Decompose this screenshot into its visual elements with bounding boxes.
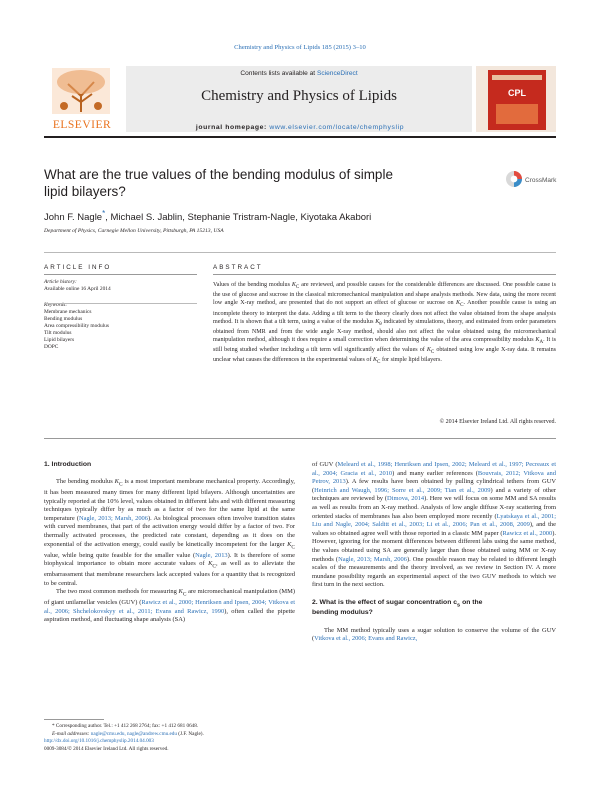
contents-prefix: Contents lists available at	[240, 70, 316, 77]
copyright: © 2014 Elsevier Ireland Ltd. All rights reserved.	[439, 419, 556, 425]
author-name: John F. Nagle	[44, 212, 103, 224]
publisher-name: ELSEVIER	[52, 119, 112, 131]
section-heading: 2. What is the effect of sugar concentration $c_s$ on the bending modulus?	[312, 598, 483, 617]
doi-link[interactable]: http://dx.doi.org/10.1016/j.chemphyslip.2014.04.003	[44, 738, 154, 745]
citation-link[interactable]: Meleard et al., 1998; Henriksen and Ipsen, 2002; Meleard et al., 1997; Pecreaux et al., 2004; Gracia et al., 2010	[312, 461, 556, 477]
paragraph: The MM method typically uses a sugar solution to conserve the volume of the GUV (Vitkova et al., 2006; Evans and Rawicz,	[312, 626, 556, 643]
citation-link[interactable]: Dimova, 2014	[387, 495, 425, 503]
citation-link[interactable]: Lyatskaya et al., 2001; Liu and Nagle, 2004; Salditt et al., 2003; Li et al., 2006; Pan et al., 2008, 2009	[312, 512, 556, 529]
corresponding-author-note: * Corresponding author. Tel.: +1 412 268 2764; fax: +1 412 681 0648.	[52, 723, 199, 729]
homepage-link[interactable]: www.elsevier.com/locate/chemphyslip	[269, 124, 405, 131]
header-divider	[44, 136, 556, 138]
issn-line: 0009-3084/© 2014 Elsevier Ireland Ltd. All rights reserved.	[44, 745, 169, 752]
divider	[44, 274, 197, 275]
journal-reference[interactable]: Chemistry and Physics of Lipids 185 (2015) 3–10	[234, 44, 366, 51]
divider	[44, 438, 556, 439]
title-line: What are the true values of the bending modulus of simple	[44, 167, 393, 182]
contents-line	[126, 70, 472, 77]
citation-link[interactable]: Rawicz et al., 2000; Henriksen and Ipsen, 2004; Vitkova et al., 2006; Shchelokovskyy et al., 2011; Evans and Rawicz, 1990	[44, 599, 296, 615]
corresponding-author-mark[interactable]: *	[102, 209, 106, 218]
abstract-text: Values of the bending modulus $K_C$ are reviewed, and possible causes for the considerable differences are discussed. One possible cause is the use of glucose and sucrose in the classical micromechanical manipulation and shape analysis methods. New data, using the more recent low angle X-ray method, are presented that do not support an effect of glucose or sucrose on $K_C$. Another possible cause is using an incomplete theory to interpret the data. Adding a tilt term to the theory clearly does not affect the value obtained from the shape analysis method. It is shown that a tilt term, using a value of the modulus $K_\theta$ indicated by simulations, theory, and estimated from order parameters obtained from NMR and from the wide angle X-ray method, should also not affect the value obtained using the micromechanical manipulation method, although it does require a small correction when determining the value of the area compressibility modulus $K_A$. It is still being studied whether including a tilt term will significantly affect the values of $K_C$ obtained using low angle X-ray data. It remains unclear what causes the differences in the experimental values of $K_C$ for simple lipid bilayers.	[213, 282, 557, 366]
article-info-heading: ARTICLE INFO	[44, 264, 112, 271]
footnote-divider	[44, 719, 104, 720]
author-list	[44, 209, 371, 223]
body-column-right	[312, 461, 556, 644]
article-title	[44, 166, 464, 200]
paragraph: of GUV (Meleard et al., 1998; Henriksen and Ipsen, 2002; Meleard et al., 1997; Pecreaux et al., 2004; Gracia et al., 2010) and many earlier references (Bouvrais, 2012; Vitkova and Petrov, 2013). A few results have been obtained by pulling cylindrical tethers from GUV (Heinrich and Waugh, 1996; Sorre et al., 2009; Tian et al., 2009) and a variety of other techniques are reviewed by (Dimova, 2014). Here we will focus on some MM and SA results as well as results from an X-ray method. Analysis of low angle diffuse X-ray scattering from oriented stacks of membranes has also been employed more recently (Lyatskaya et al., 2001; Liu and Nagle, 2004; Salditt et al., 2003; Li et al., 2006; Pan et al., 2008, 2009), and the values so obtained agree well with those reported in a classic MM paper (Rawicz et al., 2000). However, ignoring for the moment differences between different labs using the same method, the values obtained using SA are generally larger than those obtained using MM or X-ray methods (Nagle, 2013; Marsh, 2006). One possible reason may be related to different length scales of the measurements and the theory involved, as we review in Section IV. A more mundane possibility regards an experimental aspect of the two GUV methods to which we first turn in the next section.	[312, 461, 556, 589]
footnotes	[44, 723, 304, 753]
keyword: Bending modulus	[44, 316, 83, 322]
history-label: Article history:	[44, 279, 77, 285]
article-info	[44, 279, 194, 351]
sciencedirect-link[interactable]: ScienceDirect	[316, 70, 358, 77]
keyword: Tilt modulus	[44, 330, 72, 336]
journal-homepage	[126, 124, 474, 131]
citation-link[interactable]: Vitkova et al., 2006; Evans and Rawicz,	[314, 635, 418, 643]
keyword: Area compressibility modulus	[44, 323, 109, 329]
journal-banner	[126, 66, 472, 132]
divider	[44, 252, 556, 253]
citation-link[interactable]: Rawicz et al., 2000	[502, 529, 553, 537]
history-date: Available online 16 April 2014	[44, 286, 111, 292]
keyword: Membrane mechanics	[44, 309, 92, 315]
keyword: Lipid bilayers	[44, 337, 75, 343]
other-authors: , Michael S. Jablin, Stephanie Tristram-Nagle, Kiyotaka Akabori	[105, 212, 372, 224]
abstract-heading: ABSTRACT	[213, 264, 263, 271]
paragraph: The bending modulus $K_C$ is a most important membrane mechanical property. Accordingly, it has been measured many times for many different lipid bilayers. Although uncertainties are typically reported at the 10% level, values obtained in different labs and with different measuring techniques typically differ by as much as a factor of two for the same lipid at the same temperature (Nagle, 2013; Marsh, 2006). As biological processes often involve transition states with curved membranes, that part of the activation energy would differ by a factor of two. For thermally activated processes, the predicted rate constant, depending as it does on the exponential of the activation energy, could easily be kinetically incompetent for the larger $K_C$ value, while being quite feasible for the smaller value (Nagle, 2013). It is therefore of some biophysical importance to obtain more accurate values of $K_C$, as well as to alleviate the embarrassment that membrane researchers lack accepted values for a quantity that is recognized to be central.	[44, 478, 295, 587]
citation-link[interactable]: Nagle, 2013; Marsh, 2006	[79, 514, 148, 522]
divider	[44, 303, 197, 304]
section-heading: 1. Introduction	[44, 461, 92, 468]
keywords-label: Keywords:	[44, 302, 68, 308]
journal-header	[44, 66, 556, 132]
keyword: DOPC	[44, 344, 59, 350]
svg-text:CPL: CPL	[508, 88, 526, 98]
journal-cover-image	[476, 66, 556, 132]
homepage-label: journal homepage:	[195, 124, 267, 131]
paragraph: The two most common methods for measuring $K_C$ are micromechanical manipulation (MM) of giant unilamellar vesicles (GUV) (Rawicz et al., 2000; Henriksen and Ipsen, 2004; Vitkova et al., 2006; Shchelokovskyy et al., 2011; Evans and Rawicz, 1990), often called the pipette aspiration method, and fluctuating shape analysis (SA)	[44, 588, 296, 624]
citation-link[interactable]: Nagle, 2013; Marsh, 2006	[338, 555, 407, 563]
body-column-left	[44, 461, 295, 625]
citation-link[interactable]: Bouvrais, 2012; Vitkova and Petrov, 2013	[312, 469, 556, 486]
crossmark-icon[interactable]	[505, 170, 565, 188]
journal-title: Chemistry and Physics of Lipids	[201, 88, 397, 104]
email-note: E-mail addresses: nagle@cmu.edu, nagle@andrew.cmu.edu (J.F. Nagle).	[52, 730, 204, 737]
svg-text:CrossMark: CrossMark	[525, 177, 557, 184]
affiliation: Department of Physics, Carnegie Mellon University, Pittsburgh, PA 15213, USA	[44, 228, 224, 234]
email-link[interactable]: nagle@cmu.edu, nagle@andrew.cmu.edu	[90, 730, 177, 737]
citation-link[interactable]: Nagle, 2013	[195, 551, 228, 559]
elsevier-logo[interactable]	[44, 66, 120, 132]
title-line: lipid bilayers?	[44, 184, 126, 199]
divider	[213, 274, 556, 275]
citation-link[interactable]: Heinrich and Waugh, 1996; Sorre et al., 2009; Tian et al., 2009	[314, 486, 491, 494]
